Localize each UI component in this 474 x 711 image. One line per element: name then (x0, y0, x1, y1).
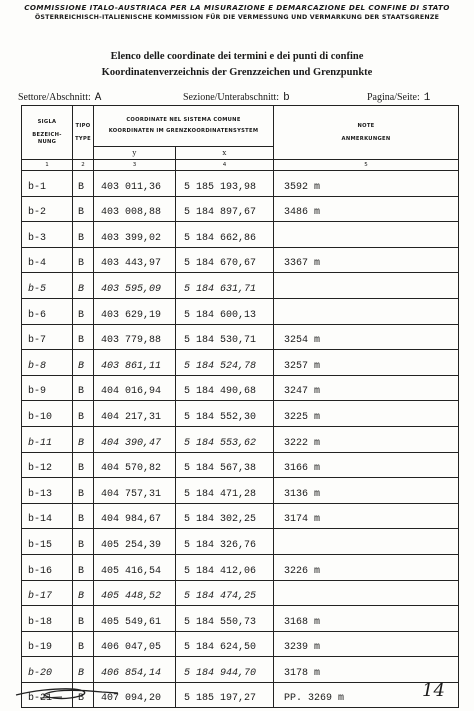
cell-sigla: b-4 (22, 247, 73, 273)
cell-x-coordinate: 5 184 944,70 (176, 657, 274, 683)
cell-x-coordinate: 5 184 326,76 (176, 529, 274, 555)
commission-title-italian: COMMISSIONE ITALO-AUSTRIACA PER LA MISURAZIONE E DEMARCAZIONE DEL CONFINE DI STATO (24, 3, 450, 12)
cell-tipo: B (73, 529, 94, 555)
header-coordinates: COORDINATE NEL SISTEMA COMUNE KOORDINATEN IM GRENZKOORDINATENSYSTEM (94, 106, 274, 147)
cell-sigla: b-15 (22, 529, 73, 555)
table-row (22, 426, 459, 452)
cell-sigla: b-7 (22, 324, 73, 350)
cell-note: 3225 m (274, 401, 459, 427)
column-number: 4 (176, 160, 274, 171)
cell-tipo: B (73, 171, 94, 197)
cell-sigla: b-20 (22, 657, 73, 683)
table-row (22, 529, 459, 555)
page-field (367, 92, 430, 104)
cell-note: 3222 m (274, 426, 459, 452)
cell-note: 3174 m (274, 503, 459, 529)
cell-note: 3239 m (274, 631, 459, 657)
cell-sigla: b-21 (22, 682, 73, 708)
cell-note: 3136 m (274, 478, 459, 504)
cell-tipo: B (73, 350, 94, 376)
cell-sigla: b-17 (22, 580, 73, 606)
cell-x-coordinate: 5 184 550,73 (176, 606, 274, 632)
cell-y-coordinate: 405 254,39 (94, 529, 176, 555)
cell-x-coordinate: 5 184 474,25 (176, 580, 274, 606)
cell-y-coordinate: 403 399,02 (94, 222, 176, 248)
cell-x-coordinate: 5 184 302,25 (176, 503, 274, 529)
cell-y-coordinate: 406 854,14 (94, 657, 176, 683)
cell-y-coordinate: 403 779,88 (94, 324, 176, 350)
column-number: 3 (94, 160, 176, 171)
cell-note: 3178 m (274, 657, 459, 683)
cell-tipo: B (73, 324, 94, 350)
cell-note: PP. 3269 m (274, 682, 459, 708)
cell-tipo: B (73, 426, 94, 452)
cell-tipo: B (73, 682, 94, 708)
page-value: 1 (423, 92, 431, 104)
cell-sigla: b-8 (22, 350, 73, 376)
cell-tipo: B (73, 452, 94, 478)
cell-y-coordinate: 403 629,19 (94, 298, 176, 324)
cell-sigla: b-18 (22, 606, 73, 632)
column-number: 1 (22, 160, 73, 171)
cell-note: 3166 m (274, 452, 459, 478)
cell-tipo: B (73, 478, 94, 504)
document-title-german: Koordinatenverzeichnis der Grenzzeichen und Grenzpunkte (101, 67, 373, 78)
cell-sigla: b-1 (22, 171, 73, 197)
cell-note: 3226 m (274, 554, 459, 580)
cell-tipo: B (73, 657, 94, 683)
cell-x-coordinate: 5 184 552,30 (176, 401, 274, 427)
cell-tipo: B (73, 503, 94, 529)
cell-tipo: B (73, 375, 94, 401)
cell-x-coordinate: 5 184 631,71 (176, 273, 274, 299)
cell-y-coordinate: 405 549,61 (94, 606, 176, 632)
cell-y-coordinate: 403 861,11 (94, 350, 176, 376)
cell-sigla: b-9 (22, 375, 73, 401)
table-row (22, 657, 459, 683)
cell-note: 3367 m (274, 247, 459, 273)
cell-tipo: B (73, 631, 94, 657)
cell-x-coordinate: 5 184 662,86 (176, 222, 274, 248)
cell-tipo: B (73, 580, 94, 606)
cell-sigla: b-14 (22, 503, 73, 529)
cell-note: 3257 m (274, 350, 459, 376)
sector-value: A (94, 92, 102, 104)
cell-note (274, 580, 459, 606)
table-row (22, 503, 459, 529)
commission-title-german: ÖSTERREICHISCH-ITALIENISCHE KOMMISSION FÜR DIE VERMESSUNG UND VERMARKUNG DER STAATSGRENZE (34, 14, 440, 21)
cell-sigla: b-12 (22, 452, 73, 478)
table-row (22, 350, 459, 376)
cell-tipo: B (73, 554, 94, 580)
cell-x-coordinate: 5 184 471,28 (176, 478, 274, 504)
cell-x-coordinate: 5 184 670,67 (176, 247, 274, 273)
cell-x-coordinate: 5 184 567,38 (176, 452, 274, 478)
cell-y-coordinate: 403 443,97 (94, 247, 176, 273)
cell-tipo: B (73, 401, 94, 427)
column-number: 2 (73, 160, 94, 171)
cell-note: 3254 m (274, 324, 459, 350)
cell-tipo: B (73, 247, 94, 273)
table-row (22, 606, 459, 632)
cell-x-coordinate: 5 185 197,27 (176, 682, 274, 708)
coordinates-table (21, 105, 459, 708)
cell-note: 3247 m (274, 375, 459, 401)
cell-y-coordinate: 407 094,20 (94, 682, 176, 708)
cell-y-coordinate: 404 984,67 (94, 503, 176, 529)
cell-note (274, 273, 459, 299)
cell-y-coordinate: 405 448,52 (94, 580, 176, 606)
cell-y-coordinate: 405 416,54 (94, 554, 176, 580)
cell-note: 3168 m (274, 606, 459, 632)
cell-note (274, 529, 459, 555)
cell-x-coordinate: 5 185 193,98 (176, 171, 274, 197)
table-row (22, 298, 459, 324)
header-sigla: SIGLA BEZEICH- NUNG (22, 106, 73, 160)
table-row (22, 247, 459, 273)
cell-sigla: b-5 (22, 273, 73, 299)
table-row (22, 273, 459, 299)
page-label: Pagina/Seite: (367, 92, 420, 103)
cell-x-coordinate: 5 184 600,13 (176, 298, 274, 324)
cell-tipo: B (73, 298, 94, 324)
cell-x-coordinate: 5 184 530,71 (176, 324, 274, 350)
cell-note (274, 222, 459, 248)
cell-x-coordinate: 5 184 897,67 (176, 196, 274, 222)
cell-y-coordinate: 403 595,09 (94, 273, 176, 299)
cell-x-coordinate: 5 184 490,68 (176, 375, 274, 401)
cell-y-coordinate: 404 016,94 (94, 375, 176, 401)
cell-tipo: B (73, 222, 94, 248)
cell-sigla: b-10 (22, 401, 73, 427)
table-row (22, 478, 459, 504)
table-row (22, 452, 459, 478)
cell-note: 3486 m (274, 196, 459, 222)
document-title-italian: Elenco delle coordinate dei termini e dei punti di confine (110, 51, 364, 62)
table-row (22, 196, 459, 222)
handwritten-signature-icon (14, 681, 124, 703)
cell-x-coordinate: 5 184 412,06 (176, 554, 274, 580)
sector-field (18, 92, 101, 104)
cell-sigla: b-2 (22, 196, 73, 222)
cell-y-coordinate: 403 011,36 (94, 171, 176, 197)
cell-y-coordinate: 404 757,31 (94, 478, 176, 504)
table-row (22, 401, 459, 427)
cell-y-coordinate: 403 008,88 (94, 196, 176, 222)
header-x: x (176, 147, 274, 160)
cell-tipo: B (73, 196, 94, 222)
table-body (22, 171, 459, 708)
column-number: 5 (274, 160, 459, 171)
cell-sigla: b-19 (22, 631, 73, 657)
sector-label: Settore/Abschnitt: (18, 92, 91, 103)
subsection-value: b (283, 92, 290, 104)
table-row (22, 222, 459, 248)
cell-note (274, 298, 459, 324)
handwritten-page-number: 14 (422, 680, 445, 701)
table-row (22, 554, 459, 580)
cell-sigla: b-16 (22, 554, 73, 580)
table-row (22, 375, 459, 401)
cell-y-coordinate: 406 047,05 (94, 631, 176, 657)
cell-tipo: B (73, 273, 94, 299)
subsection-label: Sezione/Unterabschnitt: (183, 92, 280, 103)
cell-x-coordinate: 5 184 524,78 (176, 350, 274, 376)
cell-x-coordinate: 5 184 624,50 (176, 631, 274, 657)
table-row (22, 171, 459, 197)
cell-sigla: b-11 (22, 426, 73, 452)
cell-y-coordinate: 404 570,82 (94, 452, 176, 478)
subsection-field (183, 92, 290, 104)
cell-y-coordinate: 404 390,47 (94, 426, 176, 452)
cell-sigla: b-13 (22, 478, 73, 504)
cell-sigla: b-6 (22, 298, 73, 324)
table-row (22, 324, 459, 350)
cell-x-coordinate: 5 184 553,62 (176, 426, 274, 452)
cell-note: 3592 m (274, 171, 459, 197)
header-y: y (94, 147, 176, 160)
cell-sigla: b-3 (22, 222, 73, 248)
header-notes: NOTE ANMERKUNGEN (274, 106, 459, 160)
table-row (22, 580, 459, 606)
header-tipo: TIPO TYPE (73, 106, 94, 160)
cell-tipo: B (73, 606, 94, 632)
table-row (22, 631, 459, 657)
cell-y-coordinate: 404 217,31 (94, 401, 176, 427)
